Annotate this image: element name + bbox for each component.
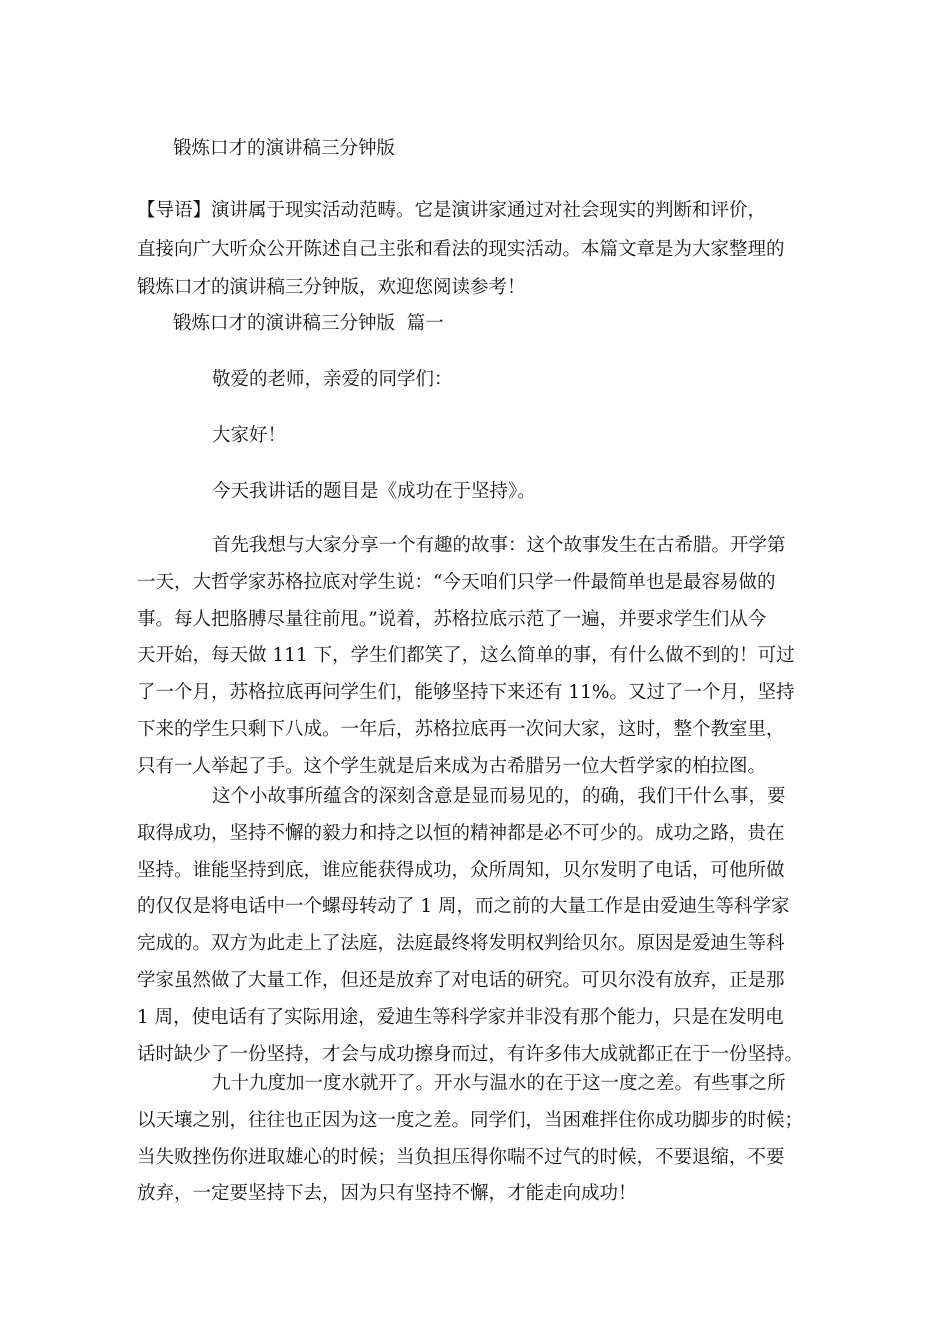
intro-line: 直接向广大听众公开陈述自己主张和看法的现实活动。本篇文章是为大家整理的: [137, 238, 785, 260]
paragraph-bell-story: [137, 779, 813, 1073]
paragraph-line: 完成的。双方为此走上了法庭，法庭最终将发明权判给贝尔。原因是爱迪生等科: [137, 933, 785, 955]
paragraph-line: 的仅仅是将电话中一个螺母转动了 1 周，而之前的大量工作是由爱迪生等科学家: [137, 896, 790, 918]
paragraph-line: 首先我想与大家分享一个有趣的故事：这个故事发生在古希腊。开学第: [212, 535, 786, 556]
paragraph-line: 以天壤之别，往往也正因为这一度之差。同学们，当困难拌住你成功脚步的时候；: [137, 1109, 804, 1131]
paragraph-line: 一天，大哲学家苏格拉底对学生说：“今天咱们只学一件最简单也是最容易做的: [137, 571, 776, 593]
paragraph-line: 坚持。谁能坚持到底，谁应能获得成功，众所周知，贝尔发明了电话，可他所做: [137, 859, 785, 881]
speech-topic: 今天我讲话的题目是《成功在于坚持》。: [212, 481, 536, 502]
paragraph-line: 九十九度加一度水就开了。开水与温水的在于这一度之差。有些事之所: [212, 1073, 786, 1094]
intro-line: 【导语】演讲属于现实活动范畴。它是演讲家通过对社会现实的判断和评价，: [137, 200, 767, 221]
paragraph-line: 下来的学生只剩下八成。一年后，苏格拉底再一次问大家，这时，整个教室里，: [137, 718, 785, 740]
paragraph-line: 1 周，使电话有了实际用途，爱迪生等科学家并非没有那个能力，只是在发明电: [137, 1006, 784, 1028]
greeting-all: 大家好！: [212, 425, 287, 446]
paragraph-line: 放弃，一定要坚持下去，因为只有坚持不懈，才能走向成功！: [137, 1183, 637, 1205]
intro-line: 锻炼口才的演讲稿三分钟版，欢迎您阅读参考！: [137, 277, 526, 298]
intro-paragraph: [137, 192, 785, 308]
paragraph-boiling-water: [137, 1066, 813, 1213]
paragraph-line: 当失败挫伤你进取雄心的时候；当负担压得你喘不过气的时候，不要退缩，不要: [137, 1146, 785, 1168]
paragraph-line: 只有一人举起了手。这个学生就是后来成为古希腊另一位大哲学家的柏拉图。: [137, 755, 767, 777]
paragraph-line: 话时缺少了一份坚持，才会与成功擦身而过，有许多伟大成就都正在于一份坚持。: [137, 1043, 804, 1065]
paragraph-socrates-story: [137, 528, 813, 786]
paragraph-line: 天开始，每天做 111 下，学生们都笑了，这么简单的事，有什么做不到的！可过: [137, 645, 795, 667]
paragraph-line: 事。每人把胳膊尽量往前甩。”说着，苏格拉底示范了一遍，并要求学生们从今: [137, 608, 767, 630]
section-title: 锻炼口才的演讲稿三分钟版 篇一: [173, 313, 444, 334]
paragraph-line: 取得成功，坚持不懈的毅力和持之以恒的精神都是必不可少的。成功之路，贵在: [137, 822, 785, 844]
paragraph-line: 学家虽然做了大量工作，但还是放弃了对电话的研究。可贝尔没有放弃，正是那: [137, 969, 785, 991]
document-title: 锻炼口才的演讲稿三分钟版: [173, 138, 396, 159]
paragraph-line: 了一个月，苏格拉底再问学生们，能够坚持下来还有 11%。又过了一个月，坚持: [137, 682, 795, 704]
greeting-teachers: 敬爱的老师，亲爱的同学们：: [212, 369, 453, 390]
paragraph-line: 这个小故事所蕴含的深刻含意是显而易见的，的确，我们干什么事，要: [212, 786, 786, 807]
